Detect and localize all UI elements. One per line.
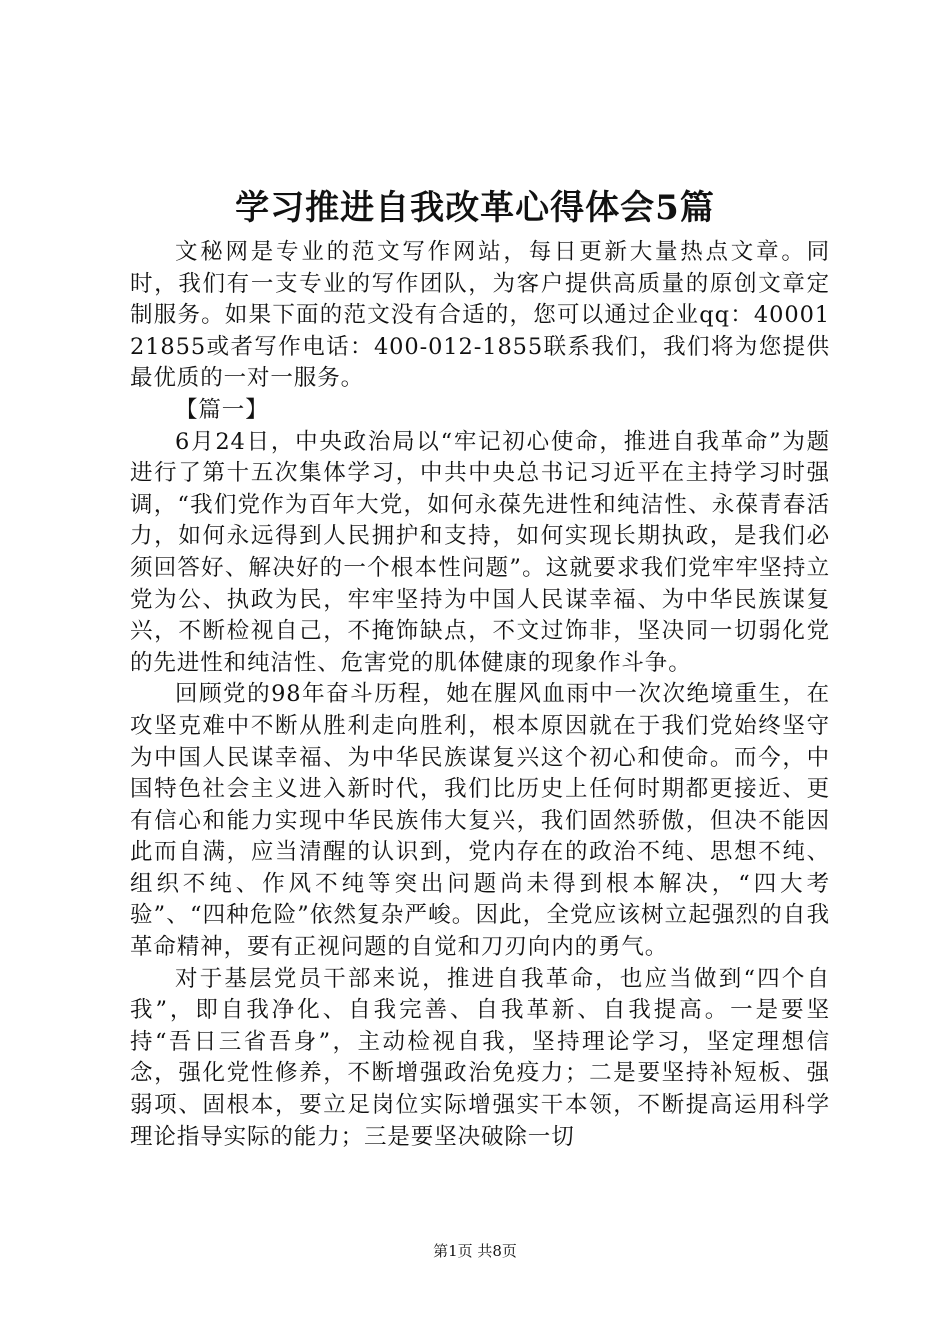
page-number-footer: 第1页 共8页 <box>433 1242 517 1260</box>
document-title: 学习推进自我改革心得体会5篇 <box>235 188 715 228</box>
body-paragraph: 对于基层党员干部来说，推进自我革命，也应当做到“四个自我”，即自我净化、自我完善、自我革新、自我提高。一是要坚持“吾日三省吾身”，主动检视自我，坚持理论学习，坚定理想信念，强化党性修养，不断增强政治免疫力；二是要坚持补短板、强弱项、固根本，要立足岗位实际增强实干本领，不断提高运用科学理论指导实际的能力；三是要坚决破除一切 <box>130 965 830 1150</box>
document-body <box>130 237 830 1153</box>
section-heading: 【篇一】 <box>175 396 269 423</box>
intro-paragraph: 文秘网是专业的范文写作网站，每日更新大量热点文章。同时，我们有一支专业的写作团队，为客户提供高质量的原创文章定制服务。如果下面的范文没有合适的，您可以通过企业qq：4000121855或者写作电话：400-012-1855联系我们，我们将为您提供最优质的一对一服务。 <box>130 239 830 392</box>
body-paragraph: 6月24日，中央政治局以“牢记初心使命，推进自我革命”为题进行了第十五次集体学习，中共中央总书记习近平在主持学习时强调，“我们党作为百年大党，如何永葆先进性和纯洁性、永葆青春活力，如何永远得到人民拥护和支持，如何实现长期执政，是我们必须回答好、解决好的一个根本性问题”。这就要求我们党牢牢坚持立党为公、执政为民，牢牢坚持为中国人民谋幸福、为中华民族谋复兴，不断检视自己，不掩饰缺点，不文过饰非，坚决同一切弱化党的先进性和纯洁性、危害党的肌体健康的现象作斗争。 <box>130 428 830 676</box>
body-paragraph: 回顾党的98年奋斗历程，她在腥风血雨中一次次绝境重生，在攻坚克难中不断从胜利走向胜利，根本原因就在于我们党始终坚守为中国人民谋幸福、为中华民族谋复兴这个初心和使命。而今，中国特色社会主义进入新时代，我们比历史上任何时期都更接近、更有信心和能力实现中华民族伟大复兴，我们固然骄傲，但决不能因此而自满，应当清醒的认识到，党内存在的政治不纯、思想不纯、组织不纯、作风不纯等突出问题尚未得到根本解决，“四大考验”、“四种危险”依然复杂严峻。因此，全党应该树立起强烈的自我革命精神，要有正视问题的自觉和刀刃向内的勇气。 <box>130 681 830 961</box>
